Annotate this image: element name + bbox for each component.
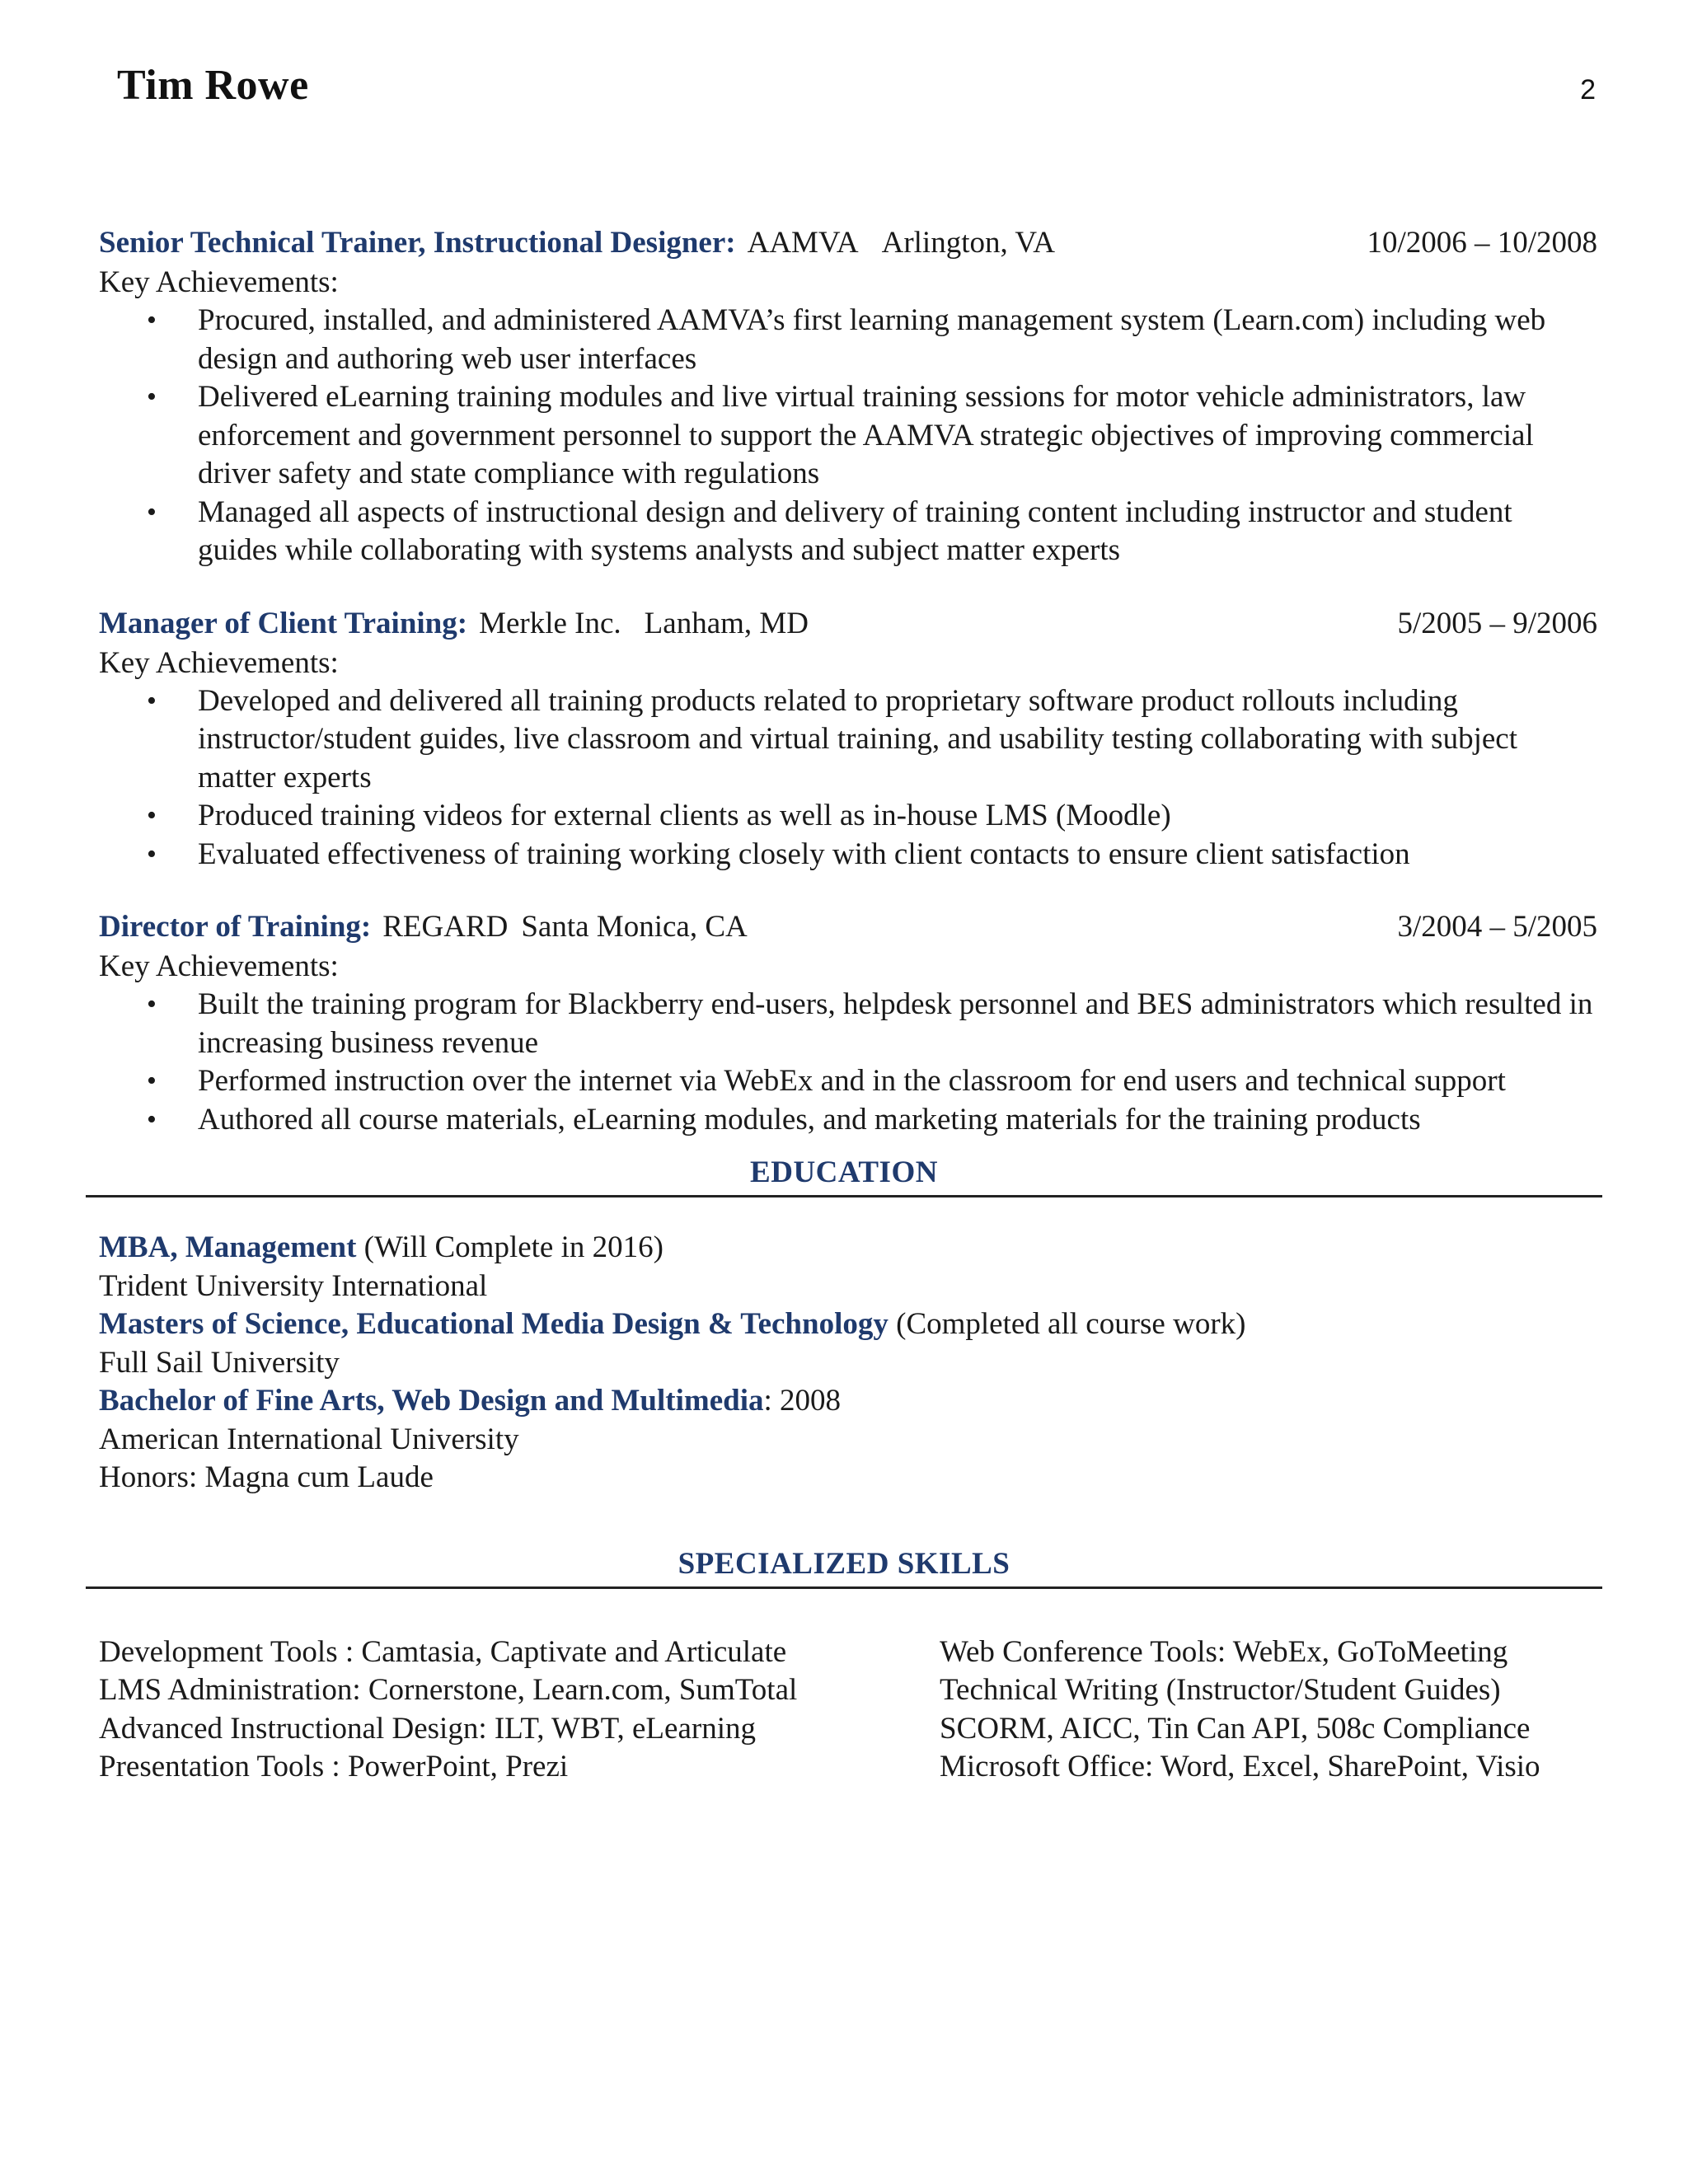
- job-location: Lanham, MD: [644, 606, 809, 640]
- list-item: • Evaluated effectiveness of training working closely with client contacts to ensure client satisfaction: [198, 836, 1597, 874]
- job-org: Merkle Inc.: [479, 606, 621, 640]
- job-dates: 10/2006 – 10/2008: [1367, 226, 1597, 260]
- job-entry: [99, 605, 1597, 874]
- skill-item: SCORM, AICC, Tin Can API, 508c Compliance: [940, 1711, 1531, 1746]
- school-name: American International University: [99, 1422, 519, 1456]
- skill-item: Web Conference Tools: WebEx, GoToMeeting: [940, 1634, 1508, 1669]
- job-org: AAMVA: [747, 226, 859, 260]
- degree-note: (Will Complete in 2016): [356, 1230, 663, 1264]
- school-name: Trident University International: [99, 1268, 488, 1303]
- skill-item: Microsoft Office: Word, Excel, SharePoint, Visio: [940, 1750, 1540, 1783]
- honors: Honors: Magna cum Laude: [99, 1460, 434, 1494]
- skill-item: Development Tools : Camtasia, Captivate and Articulate: [99, 1634, 787, 1669]
- job-title: Director of Training:: [99, 910, 372, 944]
- skills-heading: SPECIALIZED SKILLS: [86, 1545, 1602, 1589]
- skill-item: Presentation Tools : PowerPoint, Prezi: [99, 1750, 569, 1783]
- key-achievements-label: Key Achievements:: [99, 645, 339, 680]
- degree-note: (Completed all course work): [888, 1307, 1246, 1341]
- page-number: 2: [1580, 74, 1596, 105]
- degree-line: [99, 1305, 1597, 1344]
- list-item: • Delivered eLearning training modules and live virtual training sessions for motor vehicle administrators, law enforcement and government personnel to support the AAMVA strategic objectives of improving commercial driver safety and state compliance with regulations: [198, 378, 1597, 494]
- resume-body: [99, 224, 1597, 1787]
- skill-item: Technical Writing (Instructor/Student Guides): [940, 1673, 1501, 1707]
- job-title: Senior Technical Trainer, Instructional Designer:: [99, 226, 736, 260]
- skill-item: LMS Administration: Cornerstone, Learn.com, SumTotal: [99, 1673, 798, 1707]
- list-item: • Built the training program for Blackberry end-users, helpdesk personnel and BES administrators which resulted in increasing business revenue: [198, 986, 1597, 1062]
- key-achievements-label: Key Achievements:: [99, 949, 339, 983]
- job-location: Santa Monica, CA: [521, 910, 748, 944]
- job-header: [99, 908, 1597, 948]
- job-dates: 5/2005 – 9/2006: [1397, 606, 1597, 640]
- job-header: [99, 605, 1597, 644]
- education-heading: EDUCATION: [86, 1154, 1602, 1197]
- list-item: • Managed all aspects of instructional design and delivery of training content including instructor and student guides while collaborating with systems analysts and subject matter experts: [198, 494, 1597, 570]
- achievement-list: [99, 682, 1597, 874]
- key-achievements-label: Key Achievements:: [99, 265, 339, 299]
- list-item: • Developed and delivered all training products related to proprietary software product rollouts including instructor/student guides, live classroom and virtual training, and usability testing collaborating with subject matter experts: [198, 682, 1597, 798]
- skill-item: Advanced Instructional Design: ILT, WBT, eLearning: [99, 1711, 756, 1746]
- job-header: [99, 224, 1597, 264]
- resume-name: Tim Rowe: [117, 62, 309, 109]
- school-name: Full Sail University: [99, 1345, 340, 1380]
- achievement-list: [99, 986, 1597, 1139]
- job-entry: [99, 224, 1597, 570]
- job-entry: [99, 908, 1597, 1139]
- skills-grid: [99, 1633, 1597, 1787]
- degree-title: MBA, Management: [99, 1230, 357, 1264]
- job-location: Arlington, VA: [881, 226, 1055, 260]
- list-item: • Produced training videos for external clients as well as in-house LMS (Moodle): [198, 797, 1597, 836]
- degree-title: Bachelor of Fine Arts, Web Design and Multimedia: [99, 1384, 764, 1418]
- degree-title: Masters of Science, Educational Media Design & Technology: [99, 1307, 889, 1341]
- job-org: REGARD: [382, 910, 509, 944]
- degree-note: : 2008: [763, 1384, 842, 1418]
- list-item: • Authored all course materials, eLearning modules, and marketing materials for the training products: [198, 1101, 1597, 1140]
- degree-line: [99, 1229, 1597, 1268]
- achievement-list: [99, 302, 1597, 570]
- list-item: • Procured, installed, and administered AAMVA’s first learning management system (Learn.com) including web design and authoring web user interfaces: [198, 302, 1597, 378]
- list-item: • Performed instruction over the internet via WebEx and in the classroom for end users and technical support: [198, 1062, 1597, 1101]
- job-dates: 3/2004 – 5/2005: [1397, 910, 1597, 944]
- job-title: Manager of Client Training:: [99, 606, 468, 640]
- degree-line: [99, 1382, 1597, 1421]
- education-section: [99, 1229, 1597, 1497]
